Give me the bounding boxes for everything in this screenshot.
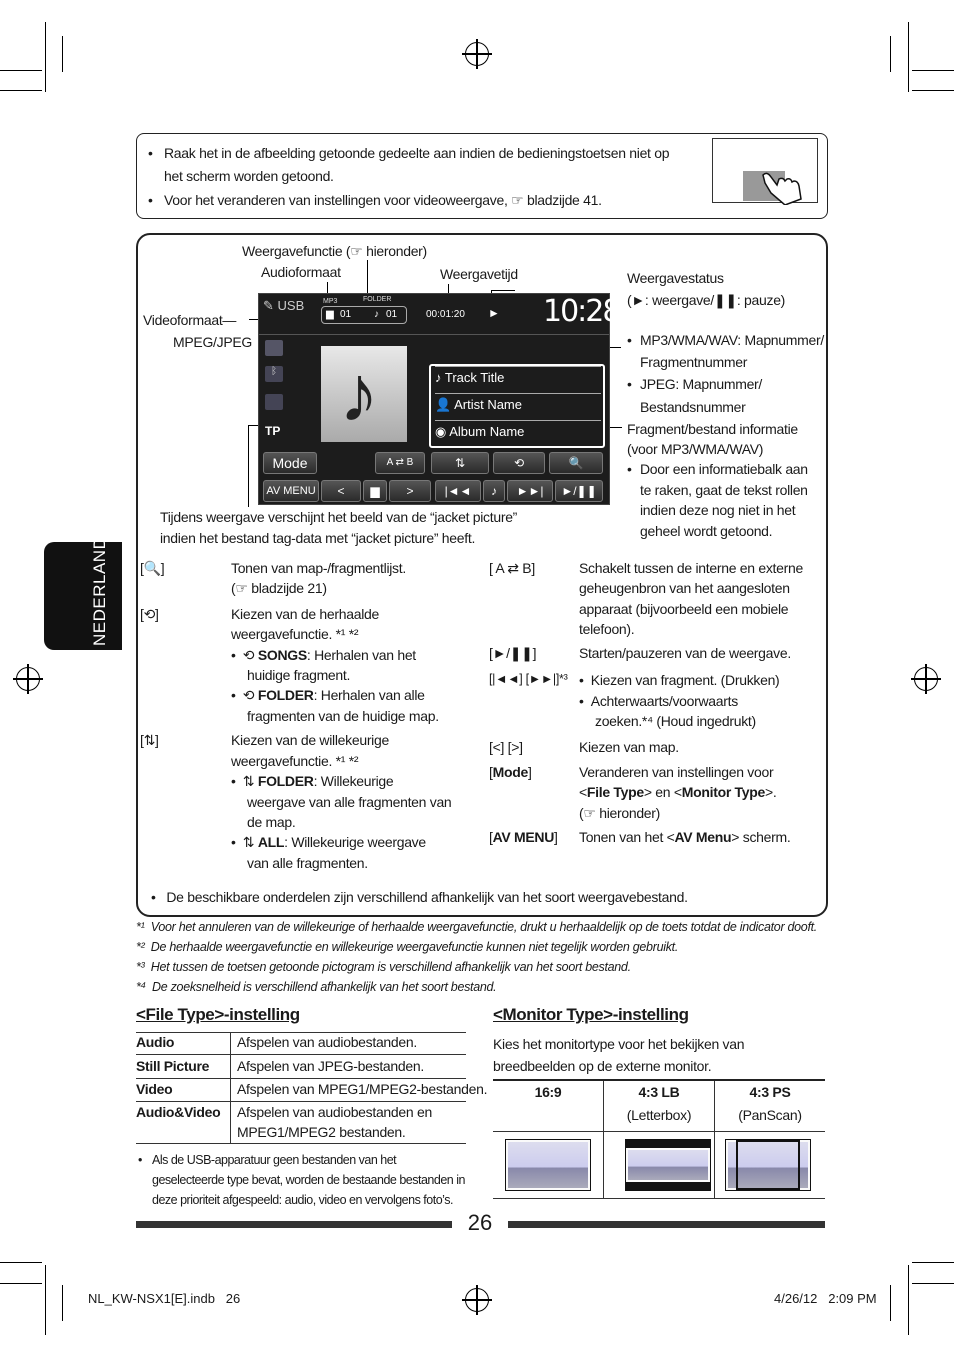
callout-jacket: Tijdens weergave verschijnt het beeld van de “jacket picture”	[160, 509, 518, 525]
side-icon[interactable]	[265, 340, 283, 356]
control-sub-text: : Herhalen van het	[306, 647, 416, 663]
control-desc-text: <	[579, 784, 587, 800]
callout-jacket: indien het bestand tag-data met “jacket picture” heeft.	[160, 530, 476, 546]
callout-videoformaat: Videoformaat—	[143, 312, 237, 328]
footnote	[136, 938, 678, 956]
artist-bar[interactable]: 👤 Artist Name	[435, 393, 601, 416]
usb-label: USB	[277, 298, 305, 313]
control-desc-text: > en <	[643, 784, 682, 800]
monitor-panscan-image	[725, 1139, 811, 1191]
control-sub: huidige fragment.	[247, 667, 351, 683]
monitor-16-9-image	[505, 1139, 591, 1191]
control-sub: van alle fragmenten.	[247, 855, 368, 871]
tip-bullet: •	[148, 145, 153, 161]
control-desc: Schakelt tussen de interne en externe	[579, 560, 803, 576]
footer-date: 4/26/12 2:09 PM	[774, 1291, 877, 1306]
control-desc-text: Kiezen van fragment. (Drukken)	[590, 672, 780, 688]
language-tab-label: NEDERLANDS	[90, 524, 109, 646]
play-pause-button[interactable]: ►/❚❚	[555, 480, 603, 502]
control-sub: weergave van alle fragmenten van	[247, 794, 452, 810]
prev-track-button[interactable]: |◄◄	[435, 480, 481, 502]
random-button[interactable]: ⇅	[431, 452, 489, 474]
control-desc-text: Tonen van het <	[579, 829, 675, 845]
page-bar	[508, 1221, 825, 1228]
mp3-tag: MP3	[323, 298, 338, 305]
control-desc-text: >.	[765, 784, 777, 800]
table-rule	[230, 1032, 231, 1143]
file-type-note: Als de USB-apparatuur geen bestanden van het	[152, 1153, 397, 1167]
callout-infobar: Door een informatiebalk aan	[640, 461, 808, 477]
callout-bullet: •	[627, 332, 632, 348]
callout-mpeg-jpeg: MPEG/JPEG	[173, 334, 252, 350]
usb-source: ✎ USB	[263, 298, 305, 313]
album-name: Album Name	[449, 424, 525, 439]
folder-icon: ▆	[326, 309, 334, 320]
control-key: [AV MENU]	[489, 829, 558, 845]
control-key-bold: Mode	[492, 764, 528, 780]
control-desc: Kiezen van de willekeurige	[231, 732, 389, 748]
callout-jpeg: Bestandsnummer	[640, 399, 746, 415]
footnote-mark: *⁴	[136, 980, 146, 994]
callout-fragment-info: (voor MP3/WMA/WAV)	[627, 441, 764, 457]
crop-mark	[912, 90, 954, 91]
mode-button[interactable]: Mode	[263, 452, 317, 474]
page-number: 26	[467, 1210, 493, 1235]
control-desc: Kiezen van de herhaalde	[231, 606, 379, 622]
control-key: [|◄◄] [►►|]*³	[489, 672, 568, 686]
callout-mp3: MP3/WMA/WAV: Mapnummer/	[640, 332, 824, 348]
table-rule	[493, 1079, 825, 1081]
tip-text: Raak het in de afbeelding getoonde gedeelte aan indien de bedieningstoetsen niet op	[164, 145, 670, 161]
next-folder-button[interactable]: >	[389, 480, 431, 502]
leader-line	[248, 425, 249, 507]
control-desc: geheugenbron van het aangesloten	[579, 580, 790, 596]
crop-mark	[45, 22, 46, 92]
control-key-bold: AV MENU	[492, 829, 555, 845]
monitor-col-label: 4:3 PS	[749, 1084, 791, 1100]
monitor-type-intro: breedbeelden op de externe monitor.	[493, 1058, 712, 1074]
track-title-bar[interactable]: ♪ Track Title	[435, 366, 601, 389]
callout-weergavestatus-detail: (►: weergave/❚❚: pauze)	[627, 292, 786, 308]
callout-weergavetijd: Weergavetijd	[440, 266, 518, 282]
control-desc: telefoon).	[579, 621, 635, 637]
table-rule	[493, 1198, 825, 1199]
box-note: • De beschikbare onderdelen zijn verschillend afhankelijk van het soort weergavebestand.	[151, 889, 688, 905]
file-type-desc: MPEG1/MPEG2 bestanden.	[237, 1124, 406, 1140]
monitor-col-sub: (PanScan)	[738, 1107, 802, 1123]
control-desc	[579, 827, 790, 847]
tip-text: het scherm worden getoond.	[164, 168, 334, 184]
control-desc-text: > scherm.	[731, 829, 791, 845]
crop-mark	[62, 1285, 63, 1321]
footer-file: NL_KW-NSX1[E].indb 26	[88, 1291, 241, 1306]
tip-bullet: •	[148, 192, 153, 208]
folder-tag: FOLDER	[363, 296, 392, 303]
crop-mark	[908, 22, 909, 92]
control-sub-text: : Herhalen van alle	[313, 687, 425, 703]
callout-weergavestatus: Weergavestatus	[627, 270, 724, 286]
control-key: [<] [>]	[489, 739, 523, 755]
control-sub-bold: ALL	[257, 834, 285, 850]
control-desc: Tonen van map-/fragmentlijst.	[231, 560, 406, 576]
callout-weergavefunctie: Weergavefunctie (☞ hieronder)	[242, 243, 427, 259]
file-type-name: Audio	[136, 1034, 175, 1050]
control-desc	[579, 782, 776, 802]
monitor-letterbox-image	[625, 1139, 711, 1191]
footnote-mark: *²	[136, 940, 145, 954]
monitor-col-label: 4:3 LB	[638, 1084, 680, 1100]
control-sub: • ⇅ ALL: Willekeurige weergave	[231, 834, 426, 850]
registration-mark-icon	[465, 42, 489, 66]
callout-mp3: Fragmentnummer	[640, 354, 748, 370]
crop-mark	[912, 1262, 954, 1263]
folder-track-indicator	[321, 306, 407, 324]
file-type-heading: <File Type>-instelling	[136, 1005, 300, 1024]
av-menu-button[interactable]: AV MENU	[263, 480, 319, 502]
bluetooth-icon[interactable]: ᛒ	[265, 366, 283, 382]
crop-mark	[45, 1265, 46, 1335]
file-type-name: Still Picture	[136, 1058, 210, 1074]
control-desc: Starten/pauzeren van de weergave.	[579, 645, 791, 661]
footnote-mark: *¹	[136, 920, 145, 934]
equalizer-icon[interactable]	[265, 394, 283, 410]
callout-fragment-info: Fragment/bestand informatie	[627, 421, 798, 437]
file-type-desc: Afspelen van JPEG-bestanden.	[237, 1058, 424, 1074]
footnote-mark: *³	[136, 960, 145, 974]
table-rule	[493, 1131, 825, 1132]
track-number: 01	[386, 309, 398, 320]
control-desc: • Achterwaarts/voorwaarts	[579, 693, 738, 709]
footnote-text: Het tussen de toetsen getoonde pictogram is verschillend afhankelijk van het soort bestand.	[150, 960, 631, 974]
control-sub-bold: SONGS	[257, 647, 307, 663]
file-type-desc: Afspelen van MPEG1/MPEG2-bestanden.	[237, 1081, 488, 1097]
control-sub: • ⟲ SONGS: Herhalen van het	[231, 647, 416, 663]
tip-text: Voor het veranderen van instellingen voor videoweergave, ☞ bladzijde 41.	[164, 192, 602, 208]
table-rule	[136, 1054, 466, 1055]
touch-illustration	[712, 138, 818, 203]
control-sub: • ⇅ FOLDER: Willekeurige	[231, 773, 394, 789]
page-bar	[136, 1221, 452, 1228]
callout-infobar: geheel wordt getoond.	[640, 523, 773, 539]
callout-bullet: •	[627, 461, 632, 477]
next-track-button[interactable]: ►►|	[507, 480, 553, 502]
search-button[interactable]: 🔍	[549, 452, 603, 474]
control-desc-bold: Monitor Type	[681, 784, 765, 800]
footnote	[136, 978, 496, 996]
callout-infobar: te raken, gaat de tekst rollen	[640, 482, 808, 498]
file-type-name: Video	[136, 1081, 173, 1097]
artist-name: Artist Name	[454, 397, 522, 412]
footnote-text: Voor het annuleren van de willekeurige of herhaalde weergavefunctie, drukt u herhaaldelijk op de toets totdat de indicator dooft.	[150, 920, 817, 934]
monitor-type-heading: <Monitor Type>-instelling	[493, 1005, 689, 1024]
box-note-text: De beschikbare onderdelen zijn verschillend afhankelijk van het soort weergavebestand.	[166, 889, 688, 905]
control-sub: de map.	[247, 814, 296, 830]
prev-folder-button[interactable]: <	[321, 480, 361, 502]
monitor-col-sub: (Letterbox)	[626, 1107, 692, 1123]
control-desc: • Kiezen van fragment. (Drukken)	[579, 672, 780, 688]
registration-mark-icon	[16, 667, 40, 691]
repeat-button[interactable]: ⟲	[493, 452, 545, 474]
note-button[interactable]: ♪	[483, 480, 505, 502]
crop-mark	[0, 90, 42, 91]
control-desc-bold: File Type	[586, 784, 644, 800]
folder-number: 01	[340, 309, 352, 320]
callout-infobar: indien deze nog niet in het	[640, 502, 796, 518]
file-type-desc: Afspelen van audiobestanden.	[237, 1034, 417, 1050]
control-desc: zoeken.*⁴ (Houd ingedrukt)	[595, 713, 756, 729]
control-key: [►/❚❚]	[489, 645, 537, 661]
crop-mark	[62, 36, 63, 72]
crop-mark	[890, 1285, 891, 1321]
crop-mark	[0, 1262, 42, 1263]
file-type-note-bullet: •	[138, 1153, 143, 1167]
control-desc: weergavefunctie. *¹ *²	[231, 753, 359, 769]
control-desc-text: Achterwaarts/voorwaarts	[590, 693, 738, 709]
registration-mark-icon	[914, 667, 938, 691]
album-bar[interactable]: ◉ Album Name	[435, 420, 601, 443]
pointing-hand-icon	[759, 169, 805, 205]
control-desc: (☞ bladzijde 21)	[231, 580, 327, 596]
folder-button[interactable]: ▆	[363, 480, 387, 502]
control-key: [🔍]	[140, 560, 165, 576]
monitor-type-intro: Kies het monitortype voor het bekijken van	[493, 1036, 745, 1052]
crop-mark	[0, 70, 42, 71]
control-desc-bold: AV Menu	[674, 829, 732, 845]
usb-ab-button[interactable]: A ⇄ B	[375, 452, 425, 474]
divider	[259, 334, 609, 335]
table-rule	[136, 1143, 466, 1144]
footnote	[136, 958, 631, 976]
monitor-col-label: 16:9	[534, 1084, 562, 1100]
control-key: [Mode]	[489, 764, 532, 780]
control-desc: apparaat (bijvoorbeeld een mobiele	[579, 601, 789, 617]
footnote	[136, 918, 817, 936]
control-desc: (☞ hieronder)	[579, 805, 661, 821]
control-key: [ A ⇄ B]	[489, 560, 535, 576]
jacket-picture	[321, 346, 407, 442]
leader-line	[491, 290, 515, 291]
leader-line	[367, 260, 368, 296]
crop-mark	[0, 1283, 42, 1284]
crop-mark	[912, 1283, 954, 1284]
note-icon: ♪	[374, 309, 379, 320]
control-sub: fragmenten van de huidige map.	[247, 708, 439, 724]
music-note-icon: ♪	[339, 349, 379, 438]
control-key: [⟲]	[140, 606, 159, 622]
language-tab	[44, 524, 122, 650]
footnote-text: De herhaalde weergavefunctie en willekeurige weergavefunctie kunnen niet tegelijk worden gebruikt.	[150, 940, 678, 954]
file-type-name: Audio&Video	[136, 1104, 221, 1120]
file-type-note: geselecteerde type bevat, worden de bestaande bestanden in	[152, 1173, 465, 1187]
callout-jpeg: JPEG: Mapnummer/	[640, 376, 763, 392]
callout-bullet: •	[627, 376, 632, 392]
control-sub-text: : Willekeurige	[313, 773, 394, 789]
tp-button[interactable]: TP	[265, 424, 281, 438]
file-type-note: deze prioriteit afgespeeld: audio, video en vervolgens foto’s.	[152, 1193, 453, 1207]
control-desc: Kiezen van map.	[579, 739, 679, 755]
callout-audioformaat: Audioformaat	[261, 264, 341, 280]
control-sub-text: : Willekeurige weergave	[284, 834, 426, 850]
control-sub-bold: FOLDER	[257, 773, 314, 789]
registration-mark-icon	[465, 1288, 489, 1312]
control-key: [⇅]	[140, 732, 159, 748]
control-desc: Veranderen van instellingen voor	[579, 764, 774, 780]
play-status-icon: ►	[488, 306, 500, 320]
file-type-desc: Afspelen van audiobestanden en	[237, 1104, 432, 1120]
track-title: Track Title	[444, 370, 505, 385]
elapsed-time: 00:01:20	[426, 309, 465, 320]
control-sub-bold: FOLDER	[257, 687, 314, 703]
player-screen	[258, 293, 620, 505]
footnote-text: De zoeksnelheid is verschillend afhankelijk van het soort bestand.	[152, 980, 497, 994]
control-sub: • ⟲ FOLDER: Herhalen van alle	[231, 687, 425, 703]
crop-mark	[908, 1265, 909, 1335]
control-desc: weergavefunctie. *¹ *²	[231, 626, 359, 642]
clock: 10:28	[543, 294, 620, 329]
crop-mark	[912, 70, 954, 71]
crop-mark	[890, 36, 891, 72]
